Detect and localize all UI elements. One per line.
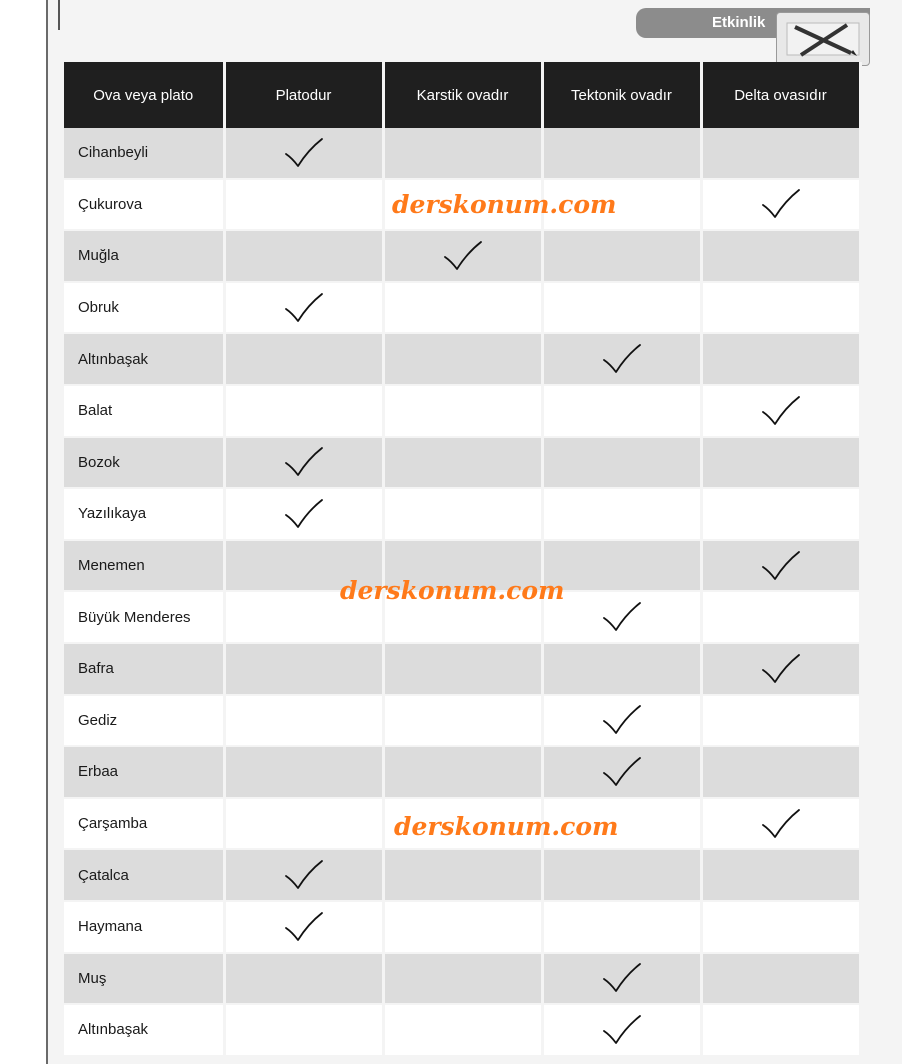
table-row bbox=[64, 333, 860, 385]
row-name: Menemen bbox=[64, 540, 224, 592]
answer-cell bbox=[701, 901, 860, 953]
column-header: Ova veya plato bbox=[64, 62, 224, 128]
answer-cell bbox=[542, 128, 701, 179]
activity-badge-label: Etkinlik bbox=[712, 14, 766, 31]
answer-cell bbox=[701, 179, 860, 231]
answer-cell bbox=[542, 230, 701, 282]
table-row bbox=[64, 953, 860, 1005]
table-row bbox=[64, 643, 860, 695]
answer-cell bbox=[224, 798, 383, 850]
row-name: Yazılıkaya bbox=[64, 488, 224, 540]
table-row bbox=[64, 282, 860, 334]
row-name: Büyük Menderes bbox=[64, 591, 224, 643]
answer-cell bbox=[701, 333, 860, 385]
table-row bbox=[64, 695, 860, 747]
answer-cell bbox=[701, 849, 860, 901]
checkmark-icon bbox=[226, 291, 382, 325]
checkmark-icon bbox=[385, 239, 541, 273]
answer-cell bbox=[383, 488, 542, 540]
answer-cell bbox=[224, 953, 383, 1005]
answer-cell bbox=[542, 282, 701, 334]
table-row bbox=[64, 901, 860, 953]
row-name: Çarşamba bbox=[64, 798, 224, 850]
row-name: Muğla bbox=[64, 230, 224, 282]
row-name: Obruk bbox=[64, 282, 224, 334]
answer-cell bbox=[383, 333, 542, 385]
answer-cell bbox=[383, 437, 542, 489]
row-name: Bafra bbox=[64, 643, 224, 695]
answer-cell bbox=[701, 953, 860, 1005]
answer-cell bbox=[542, 333, 701, 385]
answer-cell bbox=[383, 282, 542, 334]
answer-cell bbox=[383, 695, 542, 747]
checkmark-icon bbox=[226, 445, 382, 479]
watermark-text: derskonum.com bbox=[394, 812, 619, 841]
row-name: Balat bbox=[64, 385, 224, 437]
answer-cell bbox=[224, 282, 383, 334]
checkmark-icon bbox=[544, 342, 700, 376]
answer-cell bbox=[224, 695, 383, 747]
row-name: Altınbaşak bbox=[64, 1004, 224, 1056]
answer-cell bbox=[701, 1004, 860, 1056]
answer-cell bbox=[383, 128, 542, 179]
answer-cell bbox=[701, 798, 860, 850]
table-row bbox=[64, 385, 860, 437]
answer-cell bbox=[542, 746, 701, 798]
answer-cell bbox=[224, 901, 383, 953]
answer-cell bbox=[383, 385, 542, 437]
column-header: Platodur bbox=[224, 62, 383, 128]
checkmark-icon bbox=[703, 549, 859, 583]
column-header: Delta ovasıdır bbox=[701, 62, 860, 128]
checkmark-icon bbox=[703, 187, 859, 221]
row-name: Gediz bbox=[64, 695, 224, 747]
answer-cell bbox=[542, 488, 701, 540]
answer-cell bbox=[224, 437, 383, 489]
answer-cell bbox=[542, 901, 701, 953]
answer-cell bbox=[383, 746, 542, 798]
table-row bbox=[64, 1004, 860, 1056]
answer-cell bbox=[542, 1004, 701, 1056]
checkmark-icon bbox=[226, 910, 382, 944]
answer-cell bbox=[224, 488, 383, 540]
row-name: Çatalca bbox=[64, 849, 224, 901]
watermark-text: derskonum.com bbox=[392, 190, 617, 219]
answer-cell bbox=[542, 540, 701, 592]
answer-cell bbox=[542, 591, 701, 643]
row-name: Haymana bbox=[64, 901, 224, 953]
row-name: Çukurova bbox=[64, 179, 224, 231]
answer-cell bbox=[542, 695, 701, 747]
table-row bbox=[64, 746, 860, 798]
column-header: Karstik ovadır bbox=[383, 62, 542, 128]
checkmark-icon bbox=[703, 807, 859, 841]
answer-cell bbox=[224, 643, 383, 695]
table-row bbox=[64, 230, 860, 282]
answer-cell bbox=[701, 488, 860, 540]
answer-cell bbox=[383, 643, 542, 695]
answer-cell bbox=[224, 128, 383, 179]
checkmark-icon bbox=[544, 600, 700, 634]
page-edge-line bbox=[58, 0, 60, 30]
answer-cell bbox=[701, 695, 860, 747]
row-name: Muş bbox=[64, 953, 224, 1005]
row-name: Bozok bbox=[64, 437, 224, 489]
table-header-row bbox=[64, 62, 860, 128]
row-name: Cihanbeyli bbox=[64, 128, 224, 179]
answer-cell bbox=[383, 1004, 542, 1056]
checkmark-icon bbox=[544, 755, 700, 789]
answer-cell bbox=[383, 849, 542, 901]
answer-cell bbox=[542, 385, 701, 437]
answer-cell bbox=[701, 282, 860, 334]
answer-cell bbox=[701, 643, 860, 695]
checkmark-icon bbox=[226, 858, 382, 892]
table-row bbox=[64, 488, 860, 540]
answer-cell bbox=[542, 953, 701, 1005]
answer-cell bbox=[701, 230, 860, 282]
answer-cell bbox=[542, 643, 701, 695]
answer-cell bbox=[383, 953, 542, 1005]
answer-cell bbox=[542, 849, 701, 901]
row-name: Altınbaşak bbox=[64, 333, 224, 385]
table-row bbox=[64, 849, 860, 901]
checkmark-icon bbox=[226, 136, 382, 170]
answer-cell bbox=[383, 901, 542, 953]
answer-cell bbox=[224, 385, 383, 437]
answer-cell bbox=[701, 591, 860, 643]
pencil-eraser-icon bbox=[776, 12, 870, 66]
answer-cell bbox=[224, 230, 383, 282]
answer-cell bbox=[701, 128, 860, 179]
answer-cell bbox=[701, 385, 860, 437]
checkmark-icon bbox=[544, 1013, 700, 1047]
answer-cell bbox=[701, 746, 860, 798]
answer-cell bbox=[224, 333, 383, 385]
answer-cell bbox=[701, 540, 860, 592]
checkmark-icon bbox=[703, 652, 859, 686]
answer-cell bbox=[224, 1004, 383, 1056]
table-row bbox=[64, 437, 860, 489]
answer-cell bbox=[542, 437, 701, 489]
answer-cell bbox=[224, 746, 383, 798]
checkmark-icon bbox=[544, 703, 700, 737]
answer-cell bbox=[224, 849, 383, 901]
watermark-text: derskonum.com bbox=[340, 576, 565, 605]
column-header: Tektonik ovadır bbox=[542, 62, 701, 128]
table-row bbox=[64, 128, 860, 179]
row-name: Erbaa bbox=[64, 746, 224, 798]
checkmark-icon bbox=[226, 497, 382, 531]
answer-cell bbox=[224, 179, 383, 231]
answer-cell bbox=[701, 437, 860, 489]
checkmark-icon bbox=[703, 394, 859, 428]
checkmark-icon bbox=[544, 961, 700, 995]
answer-cell bbox=[383, 230, 542, 282]
